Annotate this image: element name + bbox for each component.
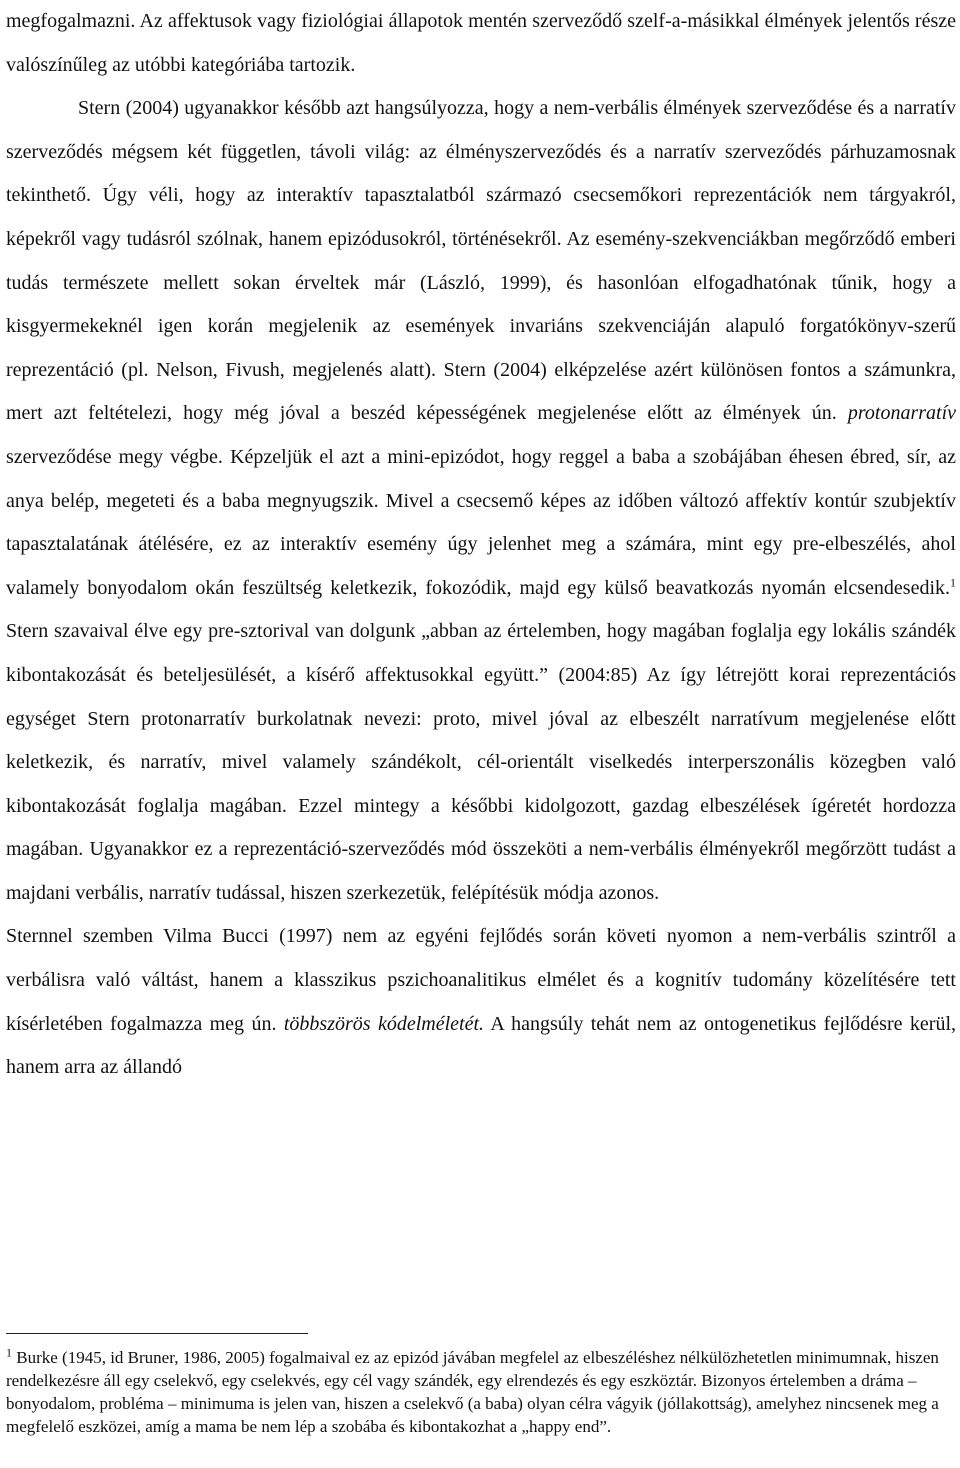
term-tobbszoros-kodelmelet: többszörös kódelméletét. bbox=[283, 1012, 485, 1035]
paragraph-2-text-a: Stern (2004) ugyanakkor később azt hangsúlyozza, hogy a nem-verbális élmények szerveződése és a narratív szerveződés mégsem két független, távoli világ: az élményszerveződés és a narratív szerveződés párhuzamosnak tekinthető. Úgy véli, hogy az interaktív tapasztalatból származó csecsemőkori reprezentációk nem tárgyakról, képekről vagy tudásról szólnak, hanem epizódusokról, történésekről. Az esemény-szekvenciákban megőrződő emberi tudás természete mellett sokan érveltek már (László, 1999), és hasonlóan elfogadhatónak tűnik, hogy a kisgyermekeknél igen korán megjelenik az események invariáns szekvenciáján alapuló forgatókönyv-szerű reprezentáció (pl. Nelson, Fivush, megjelenés alatt). Stern (2004) elképzelése azért különösen fontos a számunkra, mert azt feltételezi, hogy még jóval a beszéd képességének megjelenése előtt az élmények ún. bbox=[6, 97, 956, 425]
footnote-separator bbox=[6, 1333, 308, 1334]
paragraph-2-text-c: Stern szavaival élve egy pre-sztorival van dolgunk „abban az értelemben, hogy magában foglalja egy lokális szándék kibontakozását és beteljesülését, a kísérő affektusokkal együtt.” (2004:85) Az így létrejött korai reprezentációs egységet Stern protonarratív burkolatnak nevezi: proto, mivel jóval az elbeszélt narratívum megjelenése előtt keletkezik, és narratív, mivel valamely szándékolt, cél-orientált viselkedés interperszonális közegben való kibontakozását foglalja magában. Ezzel mintegy a későbbi kidolgozott, gazdag elbeszélések ígéretét hordozza magában. Ugyanakkor ez a reprezentáció-szerveződés mód összeköti a nem-verbális élményekről megőrzött tudást a majdani verbális, narratív tudással, hiszen szerkezetük, felépítésük módja azonos. bbox=[6, 620, 956, 904]
paragraph-3-text-a: Sternnel szemben Vilma Bucci (1997) nem az egyéni fejlődés során követi nyomon a nem-verbális szintről a verbálisra való váltást, hanem a klasszikus pszichoanalitikus elmélet és a kognitív tudomány közelítésére tett kísérletében fogalmazza meg ún. bbox=[6, 925, 956, 1035]
paragraph-2-text-b: szerveződése megy végbe. Képzeljük el azt a mini-epizódot, hogy reggel a baba a szobájában éhesen ébred, sír, az anya belép, megeteti és a baba megnyugszik. Mivel a csecsemő képes az időben változó affektív kontúr szubjektív tapasztalatának átélésére, ez az interaktív esemény úgy jelenhet meg a számára, mint egy pre-elbeszélés, ahol valamely bonyodalom okán feszültség keletkezik, fokozódik, majd egy külső beavatkozás nyomán elcsendesedik. bbox=[6, 445, 956, 599]
term-protonarrativ: protonarratív bbox=[847, 402, 956, 425]
paragraph-1-text: megfogalmazni. Az affektusok vagy fiziológiai állapotok mentén szerveződő szelf-a-másikkal élmények jelentős része valószínűleg az utóbbi kategóriába tartozik. bbox=[6, 10, 956, 76]
body-text bbox=[6, 0, 956, 1090]
paragraph-1 bbox=[6, 0, 956, 87]
footnote-number: 1 bbox=[6, 1345, 12, 1360]
paragraph-2 bbox=[6, 87, 956, 915]
footnote-1 bbox=[6, 1346, 956, 1438]
paragraph-3 bbox=[6, 915, 956, 1089]
footnote-text: Burke (1945, id Bruner, 1986, 2005) fogalmaival ez az epizód jávában megfelel az elbeszéléshez nélkülözhetetlen minimumnak, hiszen rendelkezésre áll egy cselekvő, egy cselekvés, egy cél vagy szándék, egy elrendezés és egy eszköztár. Bizonyos értelemben a dráma – bonyodalom, probléma – minimuma is jelen van, hiszen a cselekvő (a baba) olyan célra vágyik (jóllakottság), amelyhez nincsenek meg a megfelelő eszközei, amíg a mama be nem lép a szobába és kibontakozhat a „happy end”. bbox=[6, 1348, 939, 1436]
paragraph-3-text-b: A hangsúly tehát nem az ontogenetikus fejlődésre kerül, hanem arra az állandó bbox=[6, 1012, 957, 1079]
footnote-reference[interactable]: 1 bbox=[950, 575, 956, 590]
